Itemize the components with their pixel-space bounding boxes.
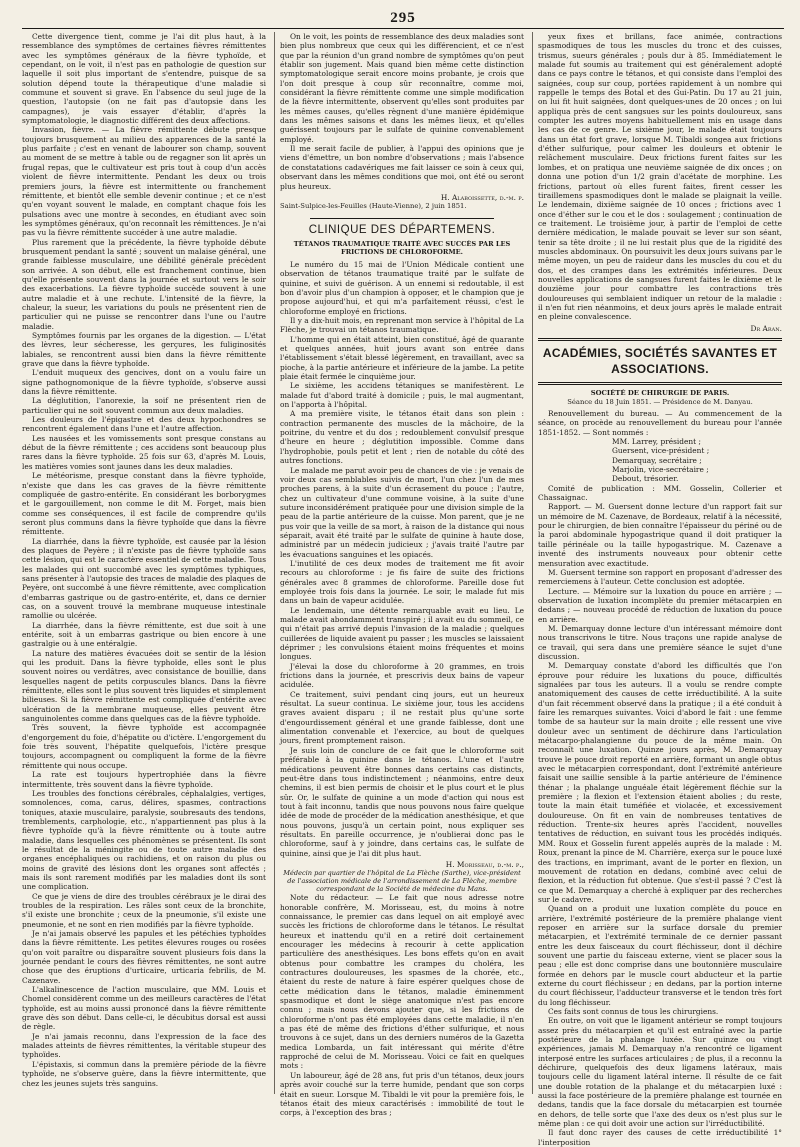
paragraph: Il faut donc rayer des causes de cette irréductibilité 1° l'interposition [538,1128,782,1147]
section-heading: ACADÉMIES, SOCIÉTÉS SAVANTES ET ASSOCIATIONS. [542,346,778,376]
paragraph: Ce traitement, suivi pendant cinq jours, eut un heureux résultat. La sueur continua. Le sixième jour, tous les accidens graves avaient disparu ; il ne restait plus qu'une sorte d'engourdissement général et une grande faiblesse, dont une alimentation convenable et l'exercice, au bout de quelques jours, firent promptement raison. [280,689,524,746]
paragraph: Le lendemain, une détente remarquable avait eu lieu. Le malade avait abondamment transpiré ; il avait eu du sommeil, ce qui n'était pas arrivé depuis l'invasion de la maladie ; quelques cuillerées de liquide avaient pu passer ; les muscles se laissaient déprimer ; les convulsions étaient moins fréquentes et moins longues. [280,605,524,662]
separator-rule [310,218,494,219]
section-heading: CLINIQUE DES DÉPARTEMENS. [308,223,496,236]
paragraph: Lecture. — Mémoire sur la luxation du pouce en arrière ; — observation de luxation incomplète du premier métacarpien en dedans ; — nouveau procédé de réduction de luxation du pouce en arrière. [538,586,782,624]
session-date: Séance du 18 Juin 1851. — Présidence de M. Danyau. [567,398,753,406]
paragraph: On le voit, les points de ressemblance des deux maladies sont bien plus nombreux que ceux qui les différencient, et ce n'est que par la réunion d'un grand nombre de symptômes qu'on peut établir son jugement. Mais quand bien même cette distinction symptomatologique serait encore moins probante, je crois que l'on doit presque à coup sûr reconnaître, comme moi, considérant la fièvre rémittente comme une simple modification de la fièvre intermittente, observent qu'elles sont produites par les mêmes causes, qu'elles règnent d'une manière épidémique dans les mêmes saisons et dans les mêmes lieux, et qu'elles guérissent toujours par le sulfate de quinine convenablement employé. [280,32,524,144]
paragraph: L'inutilité de ces deux modes de traitement me fit avoir recours au chloroforme : je fis faire de suite des frictions générales avec 8 grammes de chloroforme. Pareille dose fut employée trois fois dans la journée. Le soir, le malade fut mis dans un bain de vapeur acidulée. [280,558,524,606]
paragraph: Je suis loin de conclure de ce fait que le chloroforme soit préférable à la quinine dans le tétanos. L'une et l'autre médications peuvent être bonnes dans certains cas distincts, peut-être dans tous indistinctement ; néanmoins, entre deux chemins, il est bien permis de choisir et le plus court et le plus sûr. Or, le sulfate de quinine a un mode d'action qui nous est tout à fait inconnu, tandis que nous pouvons nous faire quelque idée de mode de procéder de la médication anesthésique, et que nous pouvons, jusqu'à un certain point, nous expliquer ses résultats. En pareille occurrence, je n'oublierai donc pas le chloroforme, sauf à y joindre, dans certains cas, le sulfate de quinine, ainsi que je l'ai dit plus haut. [280,745,524,858]
paragraph: Symptômes fournis par les organes de la digestion. — L'état des lèvres, leur sécheresse, les gerçures, les fuliginosités labiales, se rencontrent aussi bien dans la fièvre rémittente grave que dans la fièvre typhoïde. [22,331,266,369]
paragraph: Il y a dix-huit mois, en reprenant mon service à l'hôpital de La Flèche, je trouvai un tétanos traumatique. [280,316,524,335]
paragraph: Comité de publication : MM. Gosselin, Collerier et Chassaignac. [538,483,782,503]
article-title: TÉTANOS TRAUMATIQUE TRAITÉ AVEC SUCCÈS PAR LES FRICTIONS DE CHLOROFORME. [293,239,511,256]
paragraph: Très souvent, la fièvre typhoïde est accompagnée d'engorgement du foie, d'hépatite ou d'ictère. L'engorgement du foie très souvent, l'hépatite quelquefois, l'ictère presque toujours, accompagnent ou compliquent la forme de la fièvre rémittente qui nous occupe. [22,723,266,770]
paragraph: Invasion, fièvre. — La fièvre rémittente débute presque toujours brusquement au milieu des apparences de la santé la plus parfaite ; c'est en venant de labourer son champ, souvent au moment de se mettre à table ou de regagner son lit après un frugal repas, que le cultivateur est pris tout à coup d'un accès violent de fièvre intermittente. Pendant les deux ou trois premiers jours, la fièvre est intermittente ou franchement rémittente, et bientôt elle semble devenir continue ; et ce n'est qu'en voyant souvent le malade, en comptant chaque fois les pulsations avec une montre à secondes, en étudiant avec soin les symptômes généraux, qu'on reconnaît les rémittences. Je n'ai pas vu la fièvre rémittente succéder à une autre maladie. [22,125,267,238]
page-number: 295 [390,10,416,26]
paragraph: Ce que je viens de dire des troubles cérébraux je le dirai des troubles de la respiration. Les râles sont ceux de la bronchite, s'il existe une bronchite ; ceux de la pneumonie, s'il existe une pneumonie, et ne sont en rien modifiés par la fièvre typhoïde. [22,891,266,929]
bureau-member: MM. Larrey, président ; [612,437,701,447]
paragraph: La déglutition, l'anorexie, la soif ne présentent rien de particulier qui ne soit souvent commun aux deux maladies. [22,396,266,415]
paragraph: Le météorisme, presque constant dans la fièvre typhoïde, n'existe que dans les cas graves de la fièvre rémittente compliquée de gastro-entérite. En considérant les borborygmes et le gargouillement, non comme le dit M. Forget, mais bien comme ses conséquences, il est facile de comprendre qu'ils seront plus communs dans la fièvre typhoïde que dans la fièvre rémittente. [22,471,266,537]
newspaper-page [18,6,788,1147]
paragraph: Le numéro du 15 mai de l'Union Médicale contient une observation de tétanos traumatique traité par le sulfate de quinine, et suivi de guérison. A un ennemi si redoutable, il est bon d'avoir plus d'un champion à opposer, et le champion que je propose aujourd'hui, et qui m'a parfaitement réussi, c'est le chloroforme employé en frictions. [280,259,524,316]
author-signature: Dr Aran. [750,323,782,333]
paragraph: A ma première visite, le tétanos était dans son plein : contraction permanente des muscles de la mâchoire, de la poitrine, du ventre et du dos ; redoublement convulsif presque d'heure en heure ; déglutition impossible. Comme dans l'hydrophobie, pouls petit et lent ; rien de notable du côté des autres fonctions. [280,409,524,466]
paragraph: Il me serait facile de publier, à l'appui des opinions que je viens d'émettre, un bon nombre d'observations ; mais l'absence de constatations cadavériques me fait laisser ce soin à ceux qui, observant dans les mêmes conditions que moi, ont été ou seront plus heureux. [280,144,524,191]
paragraph: L'homme qui en était atteint, bien constitué, âgé de quarante et quelques années, huit jours avant son entrée dans l'établissement s'était blessé légèrement, en travaillant, avec sa pioche, à la partie antérieure et inférieure de la jambe. La petite plaie était fermée le cinquième jour. [280,334,524,382]
paragraph: M. Demarquay constate d'abord les difficultés que l'on éprouve pour réduire les luxations du pouce, difficultés signalées par tous les auteurs. Il a voulu se rendre compte anatomiquement des causes de cette irréductibilité. A la suite d'un fait récemment observé dans la pratique ; il a été conduit à faire les remarques suivantes. Voici d'abord le fait : une femme tombe de sa hauteur sur la main droite ; elle ressent une vive douleur avec un sentiment de déchirure dans l'articulation métacarpo-phalangienne du pouce de la même main. On reconnaît une luxation. Quinze jours après, M. Demarquay trouve le pouce droit reporté en arrière, formant un angle obtus avec le métacarpien correspondant, dont l'extrémité antérieure faisait une saillie sensible à la partie antérieure de l'éminence thénar ; la phalange unguéale était légèrement fléchie sur la première ; la flexion et l'extension étaient abolies ; du reste, toute la main était tuméfiée et violacée, et excessivement douloureuse. On fit en vain de nombreuses tentatives de réduction. Trente-six heures après l'accident, nouvelles tentatives de réduction, en suivant tous les procédés indiqués. MM. Roux et Gosselin furent appelés auprès de la malade : M. Roux, prenant la pince de M. Charrière, exerça sur le pouce luxé des tractions, en imprimant, avant de le porter en flexion, un mouvement de rotation en dedans, combiné avec celui de flexion, et la réduction fut obtenue. Que s'est-il passé ? C'est là ce que M. Demarquay a cherché à expliquer par des recherches sur le cadavre. [538,661,782,904]
bureau-member: Guersent, vice-président ; [612,446,710,456]
paragraph: Les douleurs de l'épigastre et des deux hypochondres se rencontrent également dans l'une et l'autre affection. [22,415,266,434]
paragraph: Le malade me parut avoir peu de chances de vie : je venais de voir deux cas semblables suivis de mort, l'un chez l'un de mes proches parens, à la suite d'un écrasement du pouce ; l'autre, chez un cultivateur d'une commune voisine, à la suite d'une suture inconsidérément pratiquée pour une division simple de la peau de la partie antérieure de la cuisse. Mon parent, que je ne pus voir que la veille de sa mort, à raison de la distance qui nous séparait, avait été traité par le sulfate de quinine à haute dose, administré par un médecin judicieux ; j'avais traité l'autre par les évacuations sanguines et les opiacés. [280,465,524,559]
paragraph: Quand on a produit une luxation complète du pouce en arrière, l'extrémité postérieure de la première phalange vient reposer en arrière sur la surface dorsale du premier métacarpien, et l'extrémité terminale de ce dernier passant entre les deux faisceaux du court fléchisseur, dont il déchire souvent une partie du faisceau externe, vient se placer sous la peau ; elle est donc comprise dans une boutonnière musculaire formée en dehors par le muscle court abducteur et la partie externe du court fléchisseur ; en dedans, par la portion interne du court fléchisseur, l'adducteur transverse et le tendon très fort du long fléchisseur. [538,904,782,1007]
bureau-member: Marjolin, vice-secrétaire ; [612,465,709,475]
column-2 [280,32,524,1118]
paragraph: M. Demarquay donne lecture d'un intéressant mémoire dont nous transcrivons le titre. Nous traçons une rapide analyse de ce travail, qui sera dans une première séance le sujet d'une discussion. [538,623,782,661]
bureau-member: Demarquay, secrétaire ; [612,455,702,465]
paragraph: J'élevai la dose du chloroforme à 20 grammes, en trois frictions dans la journée, et prescrivis deux bains de vapeur acidulée. [280,661,524,690]
paragraph: La rate est toujours hypertrophiée dans la fièvre intermittente, très souvent dans la fièvre typhoïde. [22,770,266,789]
column-1 [22,32,266,1094]
column-3 [538,32,782,1147]
paragraph: Ces faits sont connus de tous les chirurgiens. [548,1007,719,1016]
paragraph: Les nausées et les vomissements sont presque constans au début de la fièvre rémittente ; ces accidens sont beaucoup plus rares dans la fièvre typhoïde. 25 fois sur 63, d'après M. Louis, les matières vomies sont jaunes dans les deux maladies. [22,433,266,471]
column-divider [274,32,275,1094]
society-title: SOCIÉTÉ DE CHIRURGIE DE PARIS. [590,389,730,397]
paragraph: L'enduit muqueux des gencives, dont on a voulu faire un signe pathognomonique de la fièvre typhoïde, s'observe aussi dans la fièvre rémittente. [22,368,266,397]
paragraph: Rapport. — M. Guersent donne lecture d'un rapport fait sur un mémoire de M. Cazenave, de Bordeaux, relatif à la nécessité, pour le chirurgien, de bien connaître l'épaisseur du périné ou de la paroi abdominale hypogastrique quand il doit pratiquer la taille périnéale ou la taille hypogastrique. M. Cazenave a inventé des instruments nouveaux pour obtenir cette mensuration avec exactitude. [538,502,782,568]
paragraph: Plus rarement que la précédente, la fièvre typhoïde débute brusquement pendant la santé ; souvent un malaise général, une grande faiblesse musculaire, une débilité générale précèdent son arrivée. A son début, elle est franchement continue, bien qu'elle présente souvent dans la journée et surtout vers le soir des exacerbations. La fièvre typhoïde succède souvent à une autre maladie et à une rechute. L'intensité de la fièvre, la chaleur, la sueur, les variations du pouls ne présentent rien de particulier qui ne puisse se rencontrer dans l'une ou l'autre maladie. [22,237,266,331]
paragraph: Un laboureur, âgé de 28 ans, fut pris d'un tétanos, deux jours après avoir couché sur la terre humide, pendant que son corps était en sueur. Lorsque M. Tibaldi le vit pour la première fois, le tétanos était des mieux caractérisés : immobilité de tout le corps, à l'exception des bras ; [280,1070,524,1118]
author-credentials: Médecin par quartier de l'hôpital de La Flèche (Sarthe), vice-président de l'association médicale de l'arrondissement de La Flèche, membre correspondant de la Société de médecine du Mans. [283,869,521,894]
signature-place: Saint-Sulpice-les-Feuilles (Haute-Vienne), 2 juin 1851. [280,202,467,211]
paragraph: yeux fixes et brillans, face animée, contractions spasmodiques de tous les muscles du tronc et des cuisses, trismus, sueurs générales ; pouls dur à 85. Immédiatement le malade fut soumis au traitement qui est généralement adopté dans ce pays contre le tétanos, et qui consiste dans l'emploi des saignées, coup sur coup, portées rapidement à un nombre qui rappelle le temps des Botal et des Gui-Patin. Du 17 au 21 juin, on lui fit huit saignées, dont quelques-unes de 20 onces ; on lui appliqua près de cent sangsues sur les points douloureux, sans compter les autres moyens habituellement mis en usage dans les cas de ce genre. Le sixième jour, le malade était toujours dans un état fort grave, lorsque M. Tibaldi songea aux frictions d'éther sulfurique, pour calmer les douleurs et obtenir le relâchement musculaire. Deux frictions furent faites sur les lombes, et on pratiqua une neuvième saignée de dix onces ; on donna une potion d'un 1/2 grain d'acétate de morphine. Les frictions, partout où elles furent faites, firent cesser les tiraillemens spasmodiques dont le malade se plaignait la veille. Le lendemain, dixième saignée de 10 onces ; frictions avec 1 once d'éther sur le cou et le dos : soulagement ; continuation de ce traitement. Le troisième jour, à partir de l'emploi de cette dernière médication, le malade pouvait se lever sur son séant, tenir sa tête droite ; il ne lui restait plus que de la rigidité des muscles abdominaux. On poursuivit les deux jours suivans par le même moyen, un peu de raideur dans les muscles du cou et du dos, et des crampes dans les extrémités inférieures. Deux nouvelles applications de sangsues furent faites le dixième et le douzième jour pour combattre les contractions très douloureuses qui semblaient indiquer un retour de la maladie : il n'en fut rien néanmoins, et deux jours après le malade entrait en pleine convalescence. [538,32,782,322]
bureau-member: Debout, trésorier. [612,474,679,484]
separator-rule [538,382,782,385]
separator-rule [538,338,782,341]
paragraph: Je n'ai jamais observé les papules et les pétéchies typhoïdes dans la fièvre rémittente. Les petites élevures rouges ou rosées qu'on voit paraître ou disparaître souvent plusieurs fois dans la journée pendant le cours des fièvres rémittentes, ne sont autre chose que des éruptions d'urticaire, urticaria febrilis, de M. Cazenave. [22,929,266,985]
paragraph: Les troubles des fonctions cérébrales, céphalalgies, vertiges, somnolences, coma, carus, délires, spasmes, contractions toniques, ataxie musculaire, paralysie, soubresauts des tendons, tremblements, carphologie, etc., n'appartiennent pas plus à la fièvre typhoïde qu'à la fièvre rémittente ou à toute autre maladie, dans lesquelles ces phénomènes se présentent. Ils sont le résultat de la méningite ou de toute autre maladie des organes encéphaliques ou rachidiens, et on raison du plus ou moins de gravité des lésions dont les organes sont affectés ; mais ils sont rarement modifiés par les maladies dont ils sont une complication. [22,788,266,892]
paragraph: Le sixième, les accidens tétaniques se manifestèrent. Le malade fut d'abord traité à domicile ; puis, le mal augmentant, on l'apporta à l'hôpital. [280,381,524,410]
paragraph: Renouvellement du bureau. — Au commencement de la séance, on procède au renouvellement du bureau pour l'année 1851-1852. — Sont nommés : [538,409,782,437]
header-rule [22,28,784,29]
column-divider [532,32,533,1094]
paragraph: La diarrhée, dans la fièvre rémittente, est due soit à une entérite, soit à un embarras gastrique ou bien encore à une gastralgie ou à une entéralgie. [22,620,266,649]
paragraph: L'épistaxis, si commun dans la première période de la fièvre typhoïde, ne s'observe guère, dans la fièvre intermittente, que chez les jeunes sujets très sanguins. [22,1059,266,1088]
author-signature: H. Alaboissette, d.-m. p. [440,192,524,202]
paragraph: M. Guersent termine son rapport en proposant d'adresser des remerciemens à l'auteur. Cette conclusion est adoptée. [538,567,782,587]
author-signature: H. Morisseau, d.-m. p., [445,859,524,869]
paragraph: L'alkalinescence de l'action musculaire, que MM. Louis et Chomel considèrent comme un des meilleurs caractères de l'état typhoïde, est au moins aussi prononcé dans la fièvre rémittente grave dès son début. Dans celle-ci, le décubitus dorsal est aussi de règle. [22,985,266,1032]
paragraph: La diarrhée, dans la fièvre typhoïde, est causée par la lésion des plaques de Peyère ; il n'existe pas de fièvre typhoïde sans cette lésion, qui est le caractère essentiel de cette maladie. Tous les malades qui ont succombé avec les symptômes typhiques, sans présenter à l'autopsie des traces de maladie des plaques de Peyère, ont succombé à une fièvre rémittente, avec complication d'embarras gastrique ou de gastro-entérite, et, dans ce dernier cas, on a souvent trouvé la membrane muqueuse intestinale ramollie ou ulcérée. [22,536,266,621]
paragraph: Je n'ai jamais reconnu, dans l'expression de la face des malades atteints de fièvres rémittentes, la véritable stupeur des typhoïdes. [22,1031,266,1060]
paragraph: Cette divergence tient, comme je l'ai dit plus haut, à la ressemblance des symptômes de certaines fièvres rémittentes avec les symptômes généraux de la fièvre typhoïde, et cependant, on le voit, il n'est pas en pathologie de question sur laquelle il soit plus important de s'entendre, puisque de sa solution dépend toute la thérapeutique d'une maladie si commune et souvent si grave. En l'absence du seul juge de la question, l'autopsie (on ne fait pas d'autopsie dans les campagnes), je vais essayer d'établir, d'après la symptomatologie, le diagnostic différent des deux affections. [22,32,266,126]
paragraph: En outre, on voit que le ligament antérieur se rompt toujours assez près du métacarpien et qu'il est entraîné avec la partie postérieure de la phalange luxée. Sur quinze ou vingt expériences, jamais M. Demarquay n'a rencontré ce ligament interposé entre les surfaces articulaires ; de plus, il a reconnu la déchirure, quelquefois des deux ligamens latéraux, mais toujours celle du ligament latéral interne. Il résulte de ce fait une double rotation de la phalange et du métacarpien luxé : aussi la face postérieure de la première phalange est tournée en dedans, tandis que la face dorsale du métacarpien est tournée en dehors, de telle sorte que l'axe des deux os n'est plus sur le même plan : ce qui doit avoir une action sur l'irréductibilité. [538,1016,782,1129]
paragraph: Note du rédacteur. — Le fait que nous adresse notre honorable confrère, M. Morisseau, est, du moins à notre connaissance, le premier cas dans lequel on ait employé avec succès les frictions de chloroforme dans le tétanos. Le résultat heureux et inattendu qu'il en a retiré doit certainement encourager les médecins à recourir à cette application particulière des anesthésiques. Les bons effets qu'on en avait obtenus pour combattre les crampes du choléra, les contractures douloureuses, les spasmes de la chorée, etc., étaient du reste de nature à faire espérer quelques chose de cette médication dans le tétanos, maladie éminemment spasmodique et dont le siège anatomique n'est pas encore connu ; mais nous devons ajouter que, si les frictions de chloroforme n'ont pas été employées dans cette maladie, il n'en a pas été de même des frictions d'éther sulfurique, et nous trouvons à ce sujet, dans un des derniers numéros de la Gazetta medica Lombarda, un fait intéressant qui mérite d'être rapproché de celui de M. Morisseau. Voici ce fait en quelques mots : [280,893,524,1071]
paragraph: La nature des matières évacuées doit se sentir de la lésion qui les produit. Dans la fièvre typhoïde, elles sont le plus souvent noires ou verdâtres, avec consistance de bouillie, dans lesquelles nagent de petits corpuscules blancs. Dans la fièvre rémittente, elles sont le plus souvent très liquides et simplement bilieuses. Si la fièvre rémittente est compliquée d'entérite avec ulcération de la membrane muqueuse, elles peuvent être sanguinolentes comme dans quelques cas de la fièvre typhoïde. [22,648,266,724]
